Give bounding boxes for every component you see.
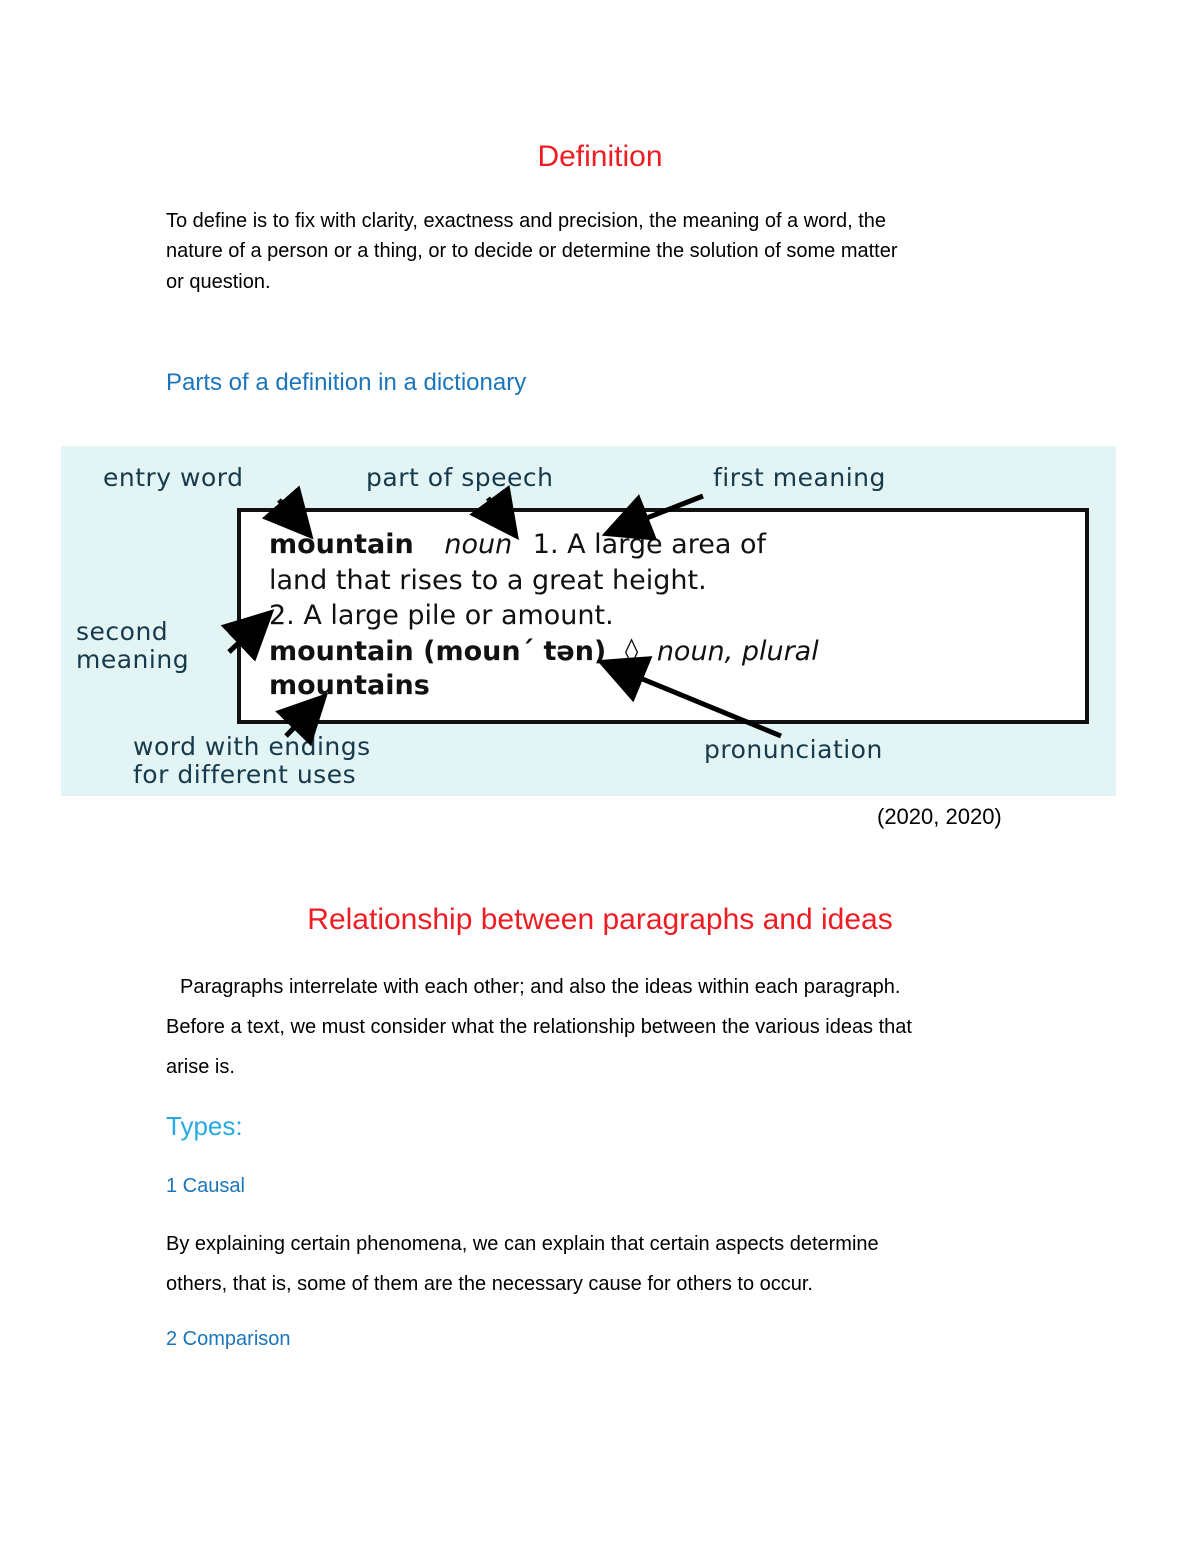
entry-pos-text: noun — [444, 529, 513, 560]
label-endings-1: word with endings — [133, 732, 371, 761]
label-first-meaning: first meaning — [713, 463, 886, 492]
heading-types: Types: — [166, 1111, 243, 1141]
relationship-line-3: arise is. — [166, 1056, 235, 1078]
entry-first-meaning-text: 1. A large area of — [532, 529, 766, 560]
entry-word-text: mountain — [269, 529, 414, 560]
entry-line-3: 2. A large pile or amount. — [269, 600, 614, 631]
type-2-title: 2 Comparison — [166, 1328, 291, 1350]
definition-line-1: To define is to fix with clarity, exactness and precision, the meaning of a word, the — [166, 210, 886, 232]
label-endings-2: for different uses — [133, 760, 357, 789]
svg-text:mountain noun 1. A — [269, 529, 767, 560]
heading-definition: Definition — [537, 140, 663, 173]
entry-line-5: mountains — [269, 670, 430, 701]
entry-line-2: land that rises to a great height. — [269, 565, 707, 596]
svg-text:mountain (moun´ tən) ◊ — [269, 636, 819, 667]
dictionary-diagram — [61, 446, 1116, 796]
label-second-meaning-1: second — [76, 617, 169, 646]
label-second-meaning-2: meaning — [76, 645, 190, 674]
label-part-of-speech: part of speech — [366, 463, 554, 492]
figure-citation: (2020, 2020) — [877, 804, 1002, 829]
entry-pronunciation-text: mountain (moun´ tən) — [269, 636, 607, 667]
type-1-title: 1 Causal — [166, 1175, 245, 1197]
definition-line-3: or question. — [166, 271, 271, 293]
label-entry-word: entry word — [103, 463, 244, 492]
entry-plural-text: noun, plural — [656, 636, 819, 667]
definition-line-2: nature of a person or a thing, or to decide or determine the solution of some matter — [166, 240, 898, 262]
label-pronunciation: pronunciation — [704, 735, 883, 764]
heading-parts-of-definition: Parts of a definition in a dictionary — [166, 369, 527, 396]
heading-relationship: Relationship between paragraphs and ideas — [307, 903, 893, 936]
relationship-line-1: Paragraphs interrelate with each other; and also the ideas within each paragraph. — [180, 976, 901, 998]
entry-diamond-symbol: ◊ — [624, 636, 639, 667]
type-1-line-2: others, that is, some of them are the necessary cause for others to occur. — [166, 1273, 813, 1295]
type-1-line-1: By explaining certain phenomena, we can explain that certain aspects determine — [166, 1233, 879, 1255]
relationship-line-2: Before a text, we must consider what the relationship between the various ideas that — [166, 1016, 912, 1038]
dictionary-entry-figure — [61, 446, 1116, 796]
